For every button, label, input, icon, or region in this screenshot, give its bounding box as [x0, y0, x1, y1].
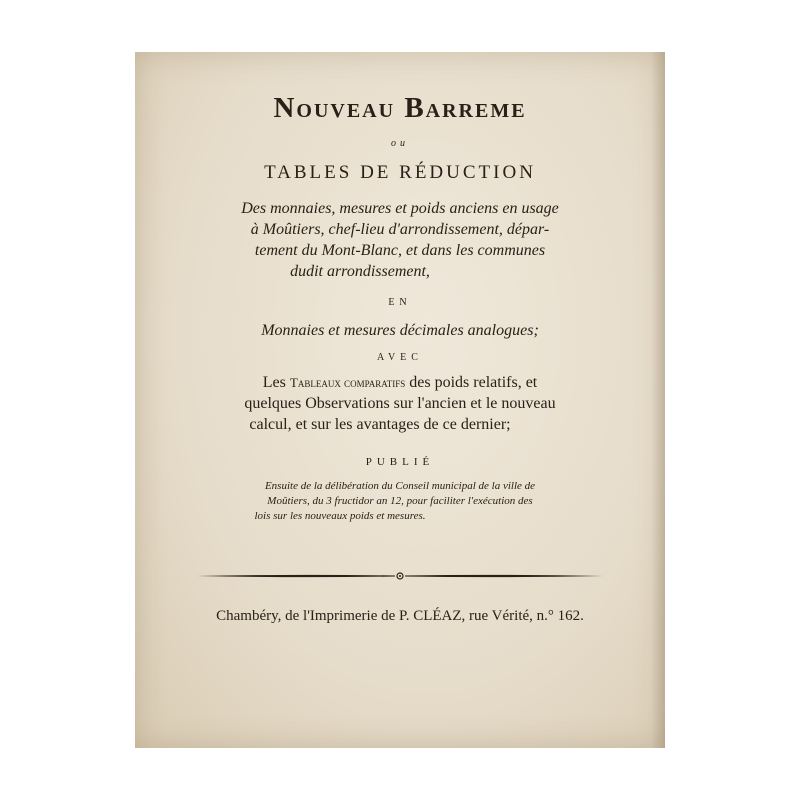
ensuite-line-2: Moûtiers, du 3 fructidor an 12, pour faciliter l'exécution des: [267, 495, 533, 507]
book-page: [135, 52, 665, 748]
conjunction-ou: ou: [391, 138, 409, 149]
subtitle: TABLES DE RÉDUCTION: [264, 162, 536, 183]
tableaux-suffix: des poids relatifs, et: [409, 374, 538, 391]
tableaux-prefix: Les: [262, 374, 286, 391]
ensuite-line-3: lois sur les nouveaux poids et mesures.: [254, 510, 426, 522]
tableaux-line-2: quelques Observations sur l'ancien et le nouveau: [244, 395, 556, 412]
description-line-3: tement du Mont-Blanc, et dans les communes: [254, 242, 546, 259]
description-line-4: dudit arrondissement,: [290, 263, 430, 280]
description-line-2: à Moûtiers, chef-lieu d'arrondissement, dépar-: [250, 221, 550, 238]
page-title: Nouveau Barreme: [273, 92, 527, 124]
conjunction-en: EN: [388, 297, 412, 308]
tableaux-line-3: calcul, et sur les avantages de ce dernier;: [249, 416, 511, 433]
ornamental-rule: [195, 570, 605, 582]
tableaux-line-1: [135, 374, 665, 392]
imprint-line: Chambéry, de l'Imprimerie de P. CLÉAZ, rue Vérité, n.° 162.: [216, 608, 584, 624]
tableaux-caps: Tableaux comparatifs: [289, 375, 406, 390]
description-line-1: Des monnaies, mesures et poids anciens en usage: [241, 200, 559, 217]
ensuite-line-1: Ensuite de la délibération du Conseil municipal de la ville de: [264, 480, 536, 492]
monnaies-line: Monnaies et mesures décimales analogues;: [261, 322, 539, 339]
conjunction-avec: AVEC: [377, 352, 423, 363]
publie-label: PUBLIÉ: [365, 456, 435, 468]
